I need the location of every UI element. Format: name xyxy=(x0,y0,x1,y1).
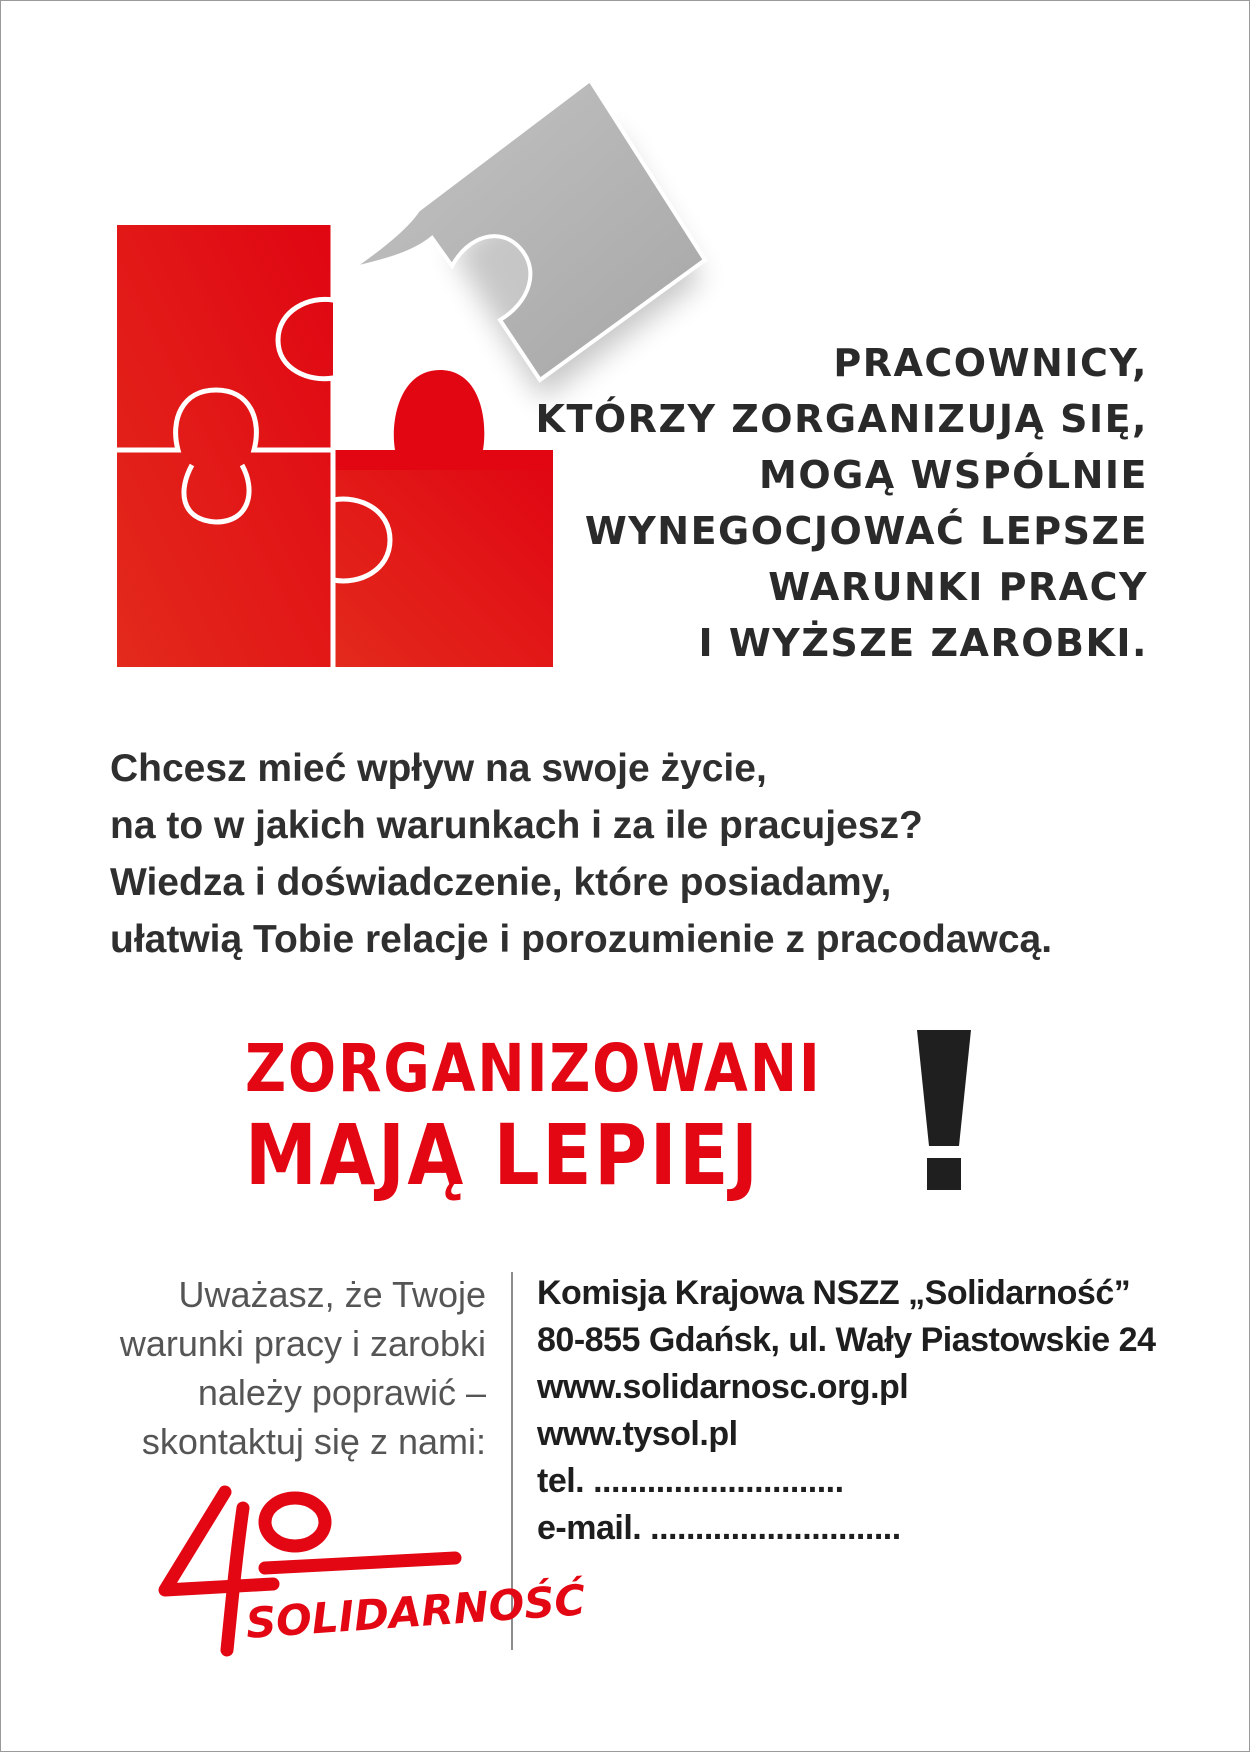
body-paragraph xyxy=(110,740,1160,968)
contact-prompt-line: warunki pracy i zarobki xyxy=(119,1323,486,1364)
headline-line: WARUNKI PRACY xyxy=(768,565,1148,609)
body-line: Wiedza i doświadczenie, które posiadamy, xyxy=(110,861,892,904)
contact-prompt xyxy=(90,1270,486,1466)
headline-line: PRACOWNICY, xyxy=(833,341,1148,385)
headline-line: I WYŻSZE ZAROBKI. xyxy=(698,621,1148,665)
svg-text:SOLIDARNOŚĆ: SOLIDARNOŚĆ xyxy=(244,1575,587,1648)
address: 80-855 Gdańsk, ul. Wały Piastowskie 24 xyxy=(537,1321,1156,1359)
headline-line: MOGĄ WSPÓLNIE xyxy=(759,453,1148,497)
body-line: ułatwią Tobie relacje i porozumienie z pracodawcą. xyxy=(110,918,1053,961)
contact-info xyxy=(537,1270,1156,1552)
body-line: na to w jakich warunkach i za ile pracujesz? xyxy=(110,804,923,847)
body-line: Chcesz mieć wpływ na swoje życie, xyxy=(110,747,767,790)
slogan-line-2: MAJĄ LEPIEJ xyxy=(245,1106,761,1204)
organization-name: Komisja Krajowa NSZZ „Solidarność” xyxy=(537,1274,1131,1312)
website-link[interactable]: www.solidarnosc.org.pl xyxy=(537,1368,909,1406)
slogan xyxy=(245,1030,965,1230)
headline-line: KTÓRZY ZORGANIZUJĄ SIĘ, xyxy=(535,397,1148,441)
contact-prompt-line: skontaktuj się z nami: xyxy=(141,1421,486,1462)
contact-prompt-line: należy poprawić – xyxy=(197,1372,486,1413)
email-field: e-mail. ............................ xyxy=(537,1509,901,1547)
solidarnosc-40-logo xyxy=(155,1480,587,1665)
contact-prompt-line: Uważasz, że Twoje xyxy=(178,1274,486,1315)
website-link[interactable]: www.tysol.pl xyxy=(537,1415,738,1453)
exclamation-icon xyxy=(913,1030,971,1190)
phone-field: tel. ............................ xyxy=(537,1462,844,1500)
headline xyxy=(528,335,1148,671)
headline-line: WYNEGOCJOWAĆ LEPSZE xyxy=(584,509,1148,553)
slogan-line-1: ZORGANIZOWANI xyxy=(245,1030,822,1107)
